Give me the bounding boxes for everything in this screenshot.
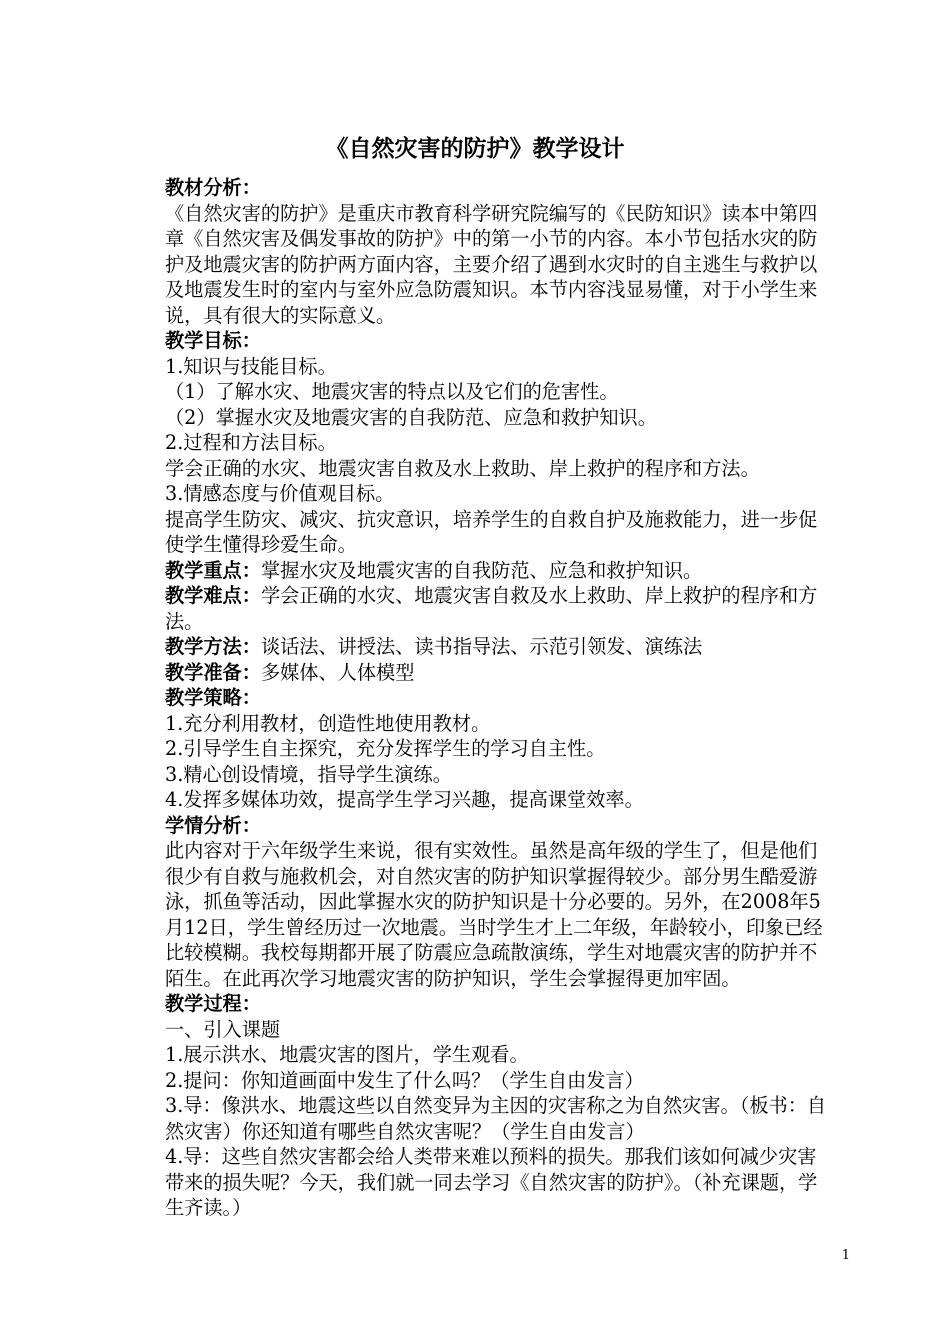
key-point-text: 掌握水灾及地震灾害的自我防范、应急和救护知识。 — [260, 558, 703, 582]
process-step-3: 3.导：像洪水、地震这些以自然变异为主因的灾害称之为自然灾害。（板书：自然灾害）你还知道有哪些自然灾害呢？（学生自由发言） — [165, 1094, 827, 1143]
goal-2-text: 学会正确的水灾、地震灾害自救及水上救助、岸上救护的程序和方法。 — [165, 456, 760, 480]
goal-1: 1.知识与技能目标。 — [165, 354, 337, 378]
strategy-2: 2.引导学生自主探究，充分发挥学生的学习自主性。 — [165, 737, 606, 760]
methods-text: 谈话法、讲授法、读书指导法、示范引领发、演练法 — [260, 635, 703, 658]
process-step-4: 4.导：这些自然灾害都会给人类带来难以预料的损失。那我们该如何减少灾害带来的损失呢？今天，我们就一同去学习《自然灾害的防护》。（补充课题，学生齐读。） — [165, 1145, 818, 1219]
difficulty — [115, 583, 835, 634]
process-intro: 一、引入课题 — [165, 1017, 281, 1041]
strategy-4: 4.发挥多媒体功效，提高学生学习兴趣，提高课堂效率。 — [165, 788, 644, 811]
analysis-heading: 学情分析： — [165, 813, 261, 837]
goal-1a: （1）了解水灾、地震灾害的特点以及它们的危害性。 — [165, 380, 619, 403]
strategy-3: 3.精心创设情境，指导学生演练。 — [165, 762, 452, 786]
process-heading: 教学过程： — [165, 992, 261, 1015]
document-title: 《自然灾害的防护》教学设计 — [325, 136, 625, 162]
goal-1b: （2）掌握水灾及地震灾害的自我防范、应急和救护知识。 — [165, 405, 657, 429]
analysis-text: 此内容对于六年级学生来说，很有实效性。虽然是高年级的学生了，但是他们很少有自救与施救机会，对自然灾害的防护知识掌握得较少。部分男生酷爱游泳，抓鱼等活动，因此掌握水灾的防护知识是十分必要的。另外，在2008年5月12日，学生曾经历过一次地震。当时学生才上二年级，年龄较小，印象已经比较模糊。我校每期都开展了防震应急疏散演练，学生对地震灾害的防护并不陌生。在此再次学习地震灾害的防护知识，学生会掌握得更加牢固。 — [165, 839, 823, 990]
difficulty-text: 学会正确的水灾、地震灾害自救及水上救助、岸上救护的程序和方法。 — [165, 584, 818, 633]
document-body — [115, 175, 835, 1221]
process-step-1: 1.展示洪水、地震灾害的图片，学生观看。 — [165, 1043, 529, 1066]
materials-heading: 教材分析： — [165, 176, 261, 199]
methods — [115, 634, 835, 660]
difficulty-heading: 教学难点： — [165, 584, 261, 607]
process-step-2: 2.提问：你知道画面中发生了什么吗？（学生自由发言） — [165, 1068, 644, 1092]
goal-3-text: 提高学生防灾、减灾、抗灾意识，培养学生的自救自护及施救能力，进一步促使学生懂得珍爱生命。 — [165, 507, 818, 556]
methods-heading: 教学方法： — [165, 635, 261, 658]
goal-3: 3.情感态度与价值观目标。 — [165, 482, 395, 505]
preparation-heading: 教学准备： — [165, 660, 261, 684]
preparation-text: 多媒体、人体模型 — [260, 660, 415, 684]
goal-2: 2.过程和方法目标。 — [165, 431, 337, 454]
strategy-heading: 教学策略： — [165, 686, 261, 709]
goals-heading: 教学目标： — [165, 329, 261, 352]
materials-text: 《自然灾害的防护》是重庆市教育科学研究院编写的《民防知识》读本中第四章《自然灾害及偶发事故的防护》中的第一小节的内容。本小节包括水灾的防护及地震灾害的防护两方面内容，主要介绍了遇到水灾时的自主逃生与救护以及地震发生时的室内与室外应急防震知识。本节内容浅显易懂，对于小学生来说，具有很大的实际意义。 — [165, 201, 818, 327]
key-point-heading: 教学重点： — [165, 558, 261, 582]
strategy-1: 1.充分利用教材，创造性地使用教材。 — [165, 711, 491, 735]
key-point — [115, 558, 835, 584]
preparation — [115, 660, 835, 686]
page-number: 1 — [841, 1248, 850, 1263]
